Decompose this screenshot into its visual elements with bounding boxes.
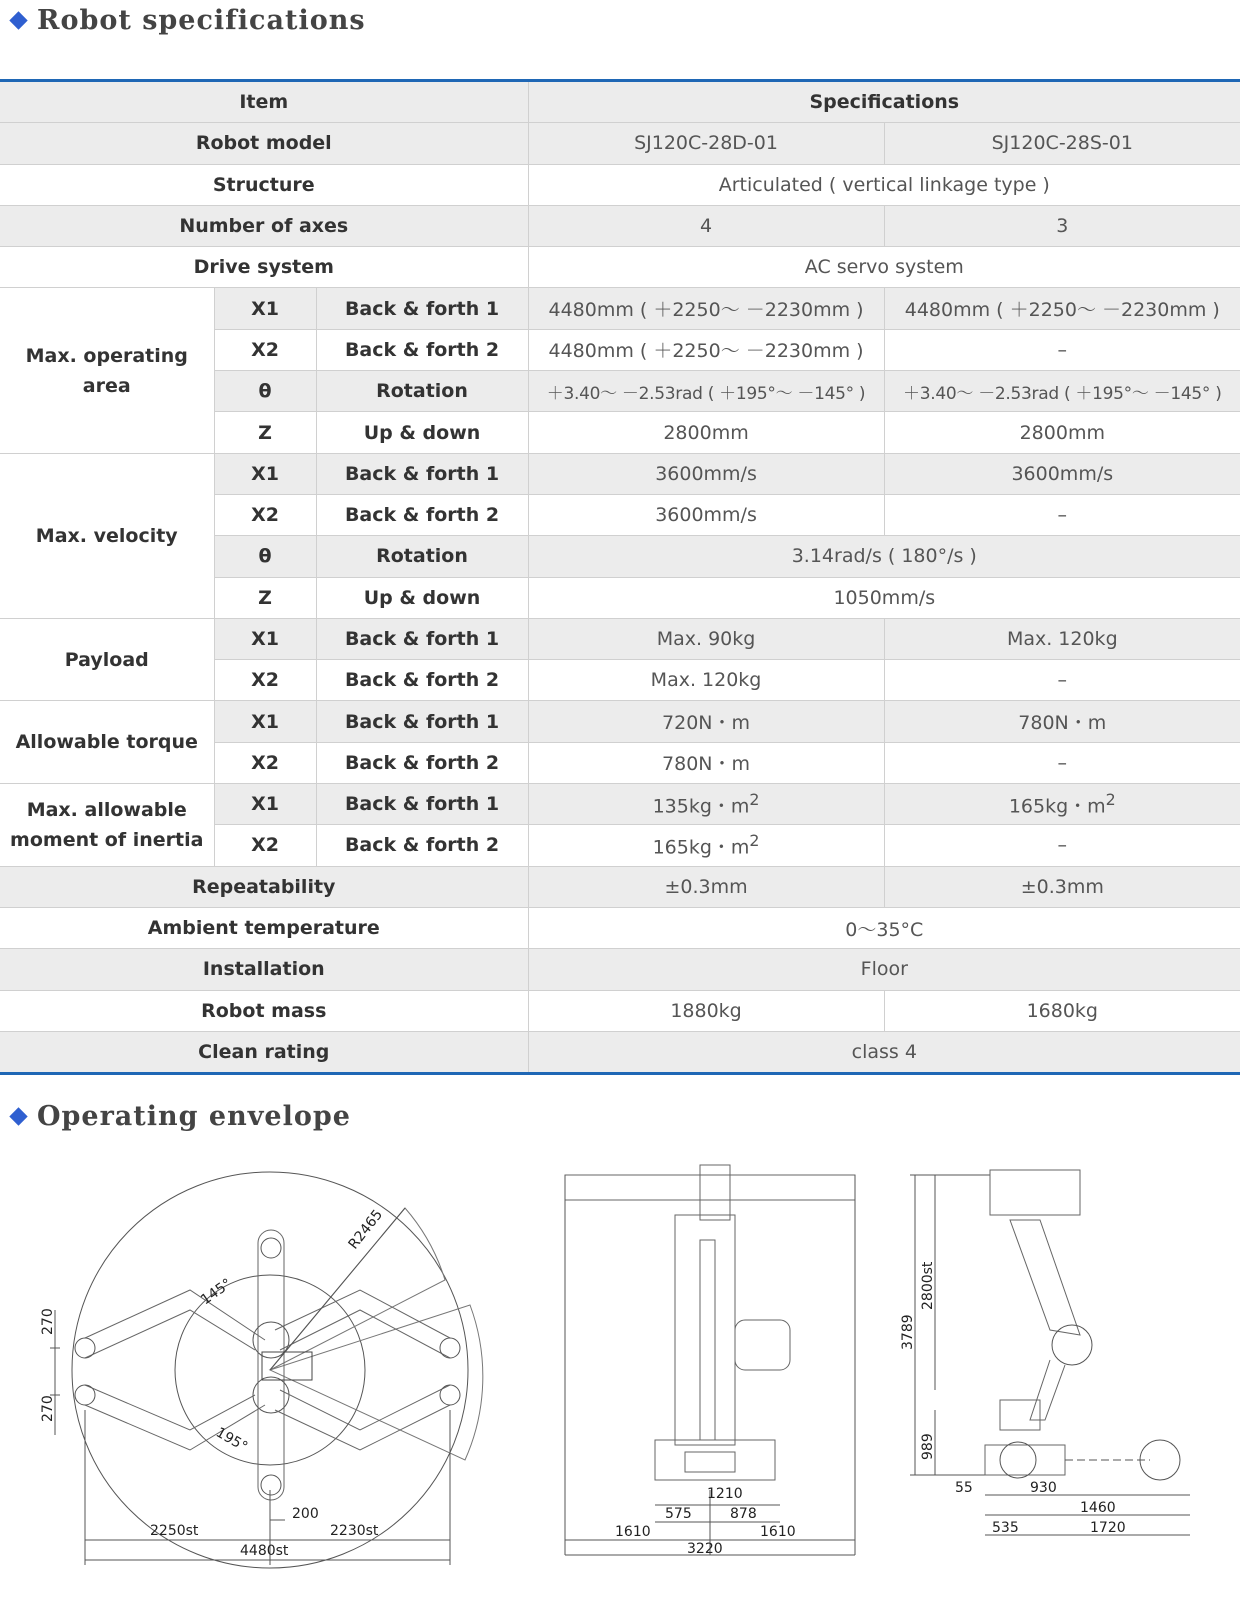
row-label: Robot model [0,123,528,164]
cell-value: SJ120C-28S-01 [884,123,1240,164]
axis-cell: θ [214,371,316,412]
row-label: Robot mass [0,990,528,1031]
axis-name: Back & forth 2 [316,660,528,701]
table-row [0,247,1240,288]
row-label: Structure [0,164,528,205]
row-label: Repeatability [0,866,528,907]
dim-label: 1610 [760,1524,796,1540]
cell-value: 3.14rad/s ( 180°/s ) [528,536,1240,577]
table-row [0,453,1240,494]
dim-label: 270 [40,1308,56,1335]
dim-label: 930 [1030,1480,1057,1496]
cell-value: 2800mm [884,412,1240,453]
value-text: 165kg・m [1008,795,1106,818]
dim-label: 575 [665,1506,692,1522]
cell-value: 1050mm/s [528,577,1240,618]
cell-value: ±0.3mm [528,866,884,907]
dim-label: 989 [920,1433,936,1460]
axis-cell: X1 [214,701,316,742]
axis-name: Back & forth 1 [316,618,528,659]
cell-value: 4480mm ( ＋2250～ －2230mm ) [528,288,884,329]
dim-label: 145° [198,1275,235,1309]
dim-label: 195° [213,1424,251,1456]
table-row [0,784,1240,825]
section-heading: Operating envelope [37,1100,351,1132]
superscript: 2 [749,790,760,810]
axis-name: Back & forth 1 [316,784,528,825]
cell-value [528,825,884,866]
cell-value: 3 [884,205,1240,246]
section-heading: Robot specifications [37,4,366,36]
cell-value: 720N・m [528,701,884,742]
cell-value: ±0.3mm [884,866,1240,907]
dim-label: 535 [992,1520,1019,1536]
dim-label: 270 [40,1395,56,1422]
cell-value: 780N・m [528,742,884,783]
axis-name: Up & down [316,412,528,453]
header-spec: Specifications [528,81,1240,123]
cell-value: 3600mm/s [528,494,884,535]
row-label: Ambient temperature [0,907,528,948]
axis-name: Rotation [316,371,528,412]
cell-value: – [884,660,1240,701]
cell-value: – [884,742,1240,783]
dim-label: 4480st [240,1543,289,1559]
axis-cell: X1 [214,618,316,659]
cell-value: AC servo system [528,247,1240,288]
axis-name: Back & forth 1 [316,288,528,329]
axis-name: Back & forth 1 [316,701,528,742]
envelope-drawings-svg [0,1160,1240,1600]
axis-cell: X1 [214,453,316,494]
table-row [0,990,1240,1031]
diamond-bullet-icon [9,1107,27,1125]
cell-value: Max. 120kg [528,660,884,701]
cell-value: 780N・m [884,701,1240,742]
group-label [0,784,214,867]
group-label-line2: moment of inertia [10,828,204,851]
group-label: Payload [0,618,214,701]
value-text: 165kg・m [652,836,750,859]
axis-name: Up & down [316,577,528,618]
table-row [0,866,1240,907]
cell-value: 3600mm/s [528,453,884,494]
group-label-line1: Max. allowable [26,798,187,821]
dim-label: 2230st [330,1523,379,1539]
cell-value: Articulated ( vertical linkage type ) [528,164,1240,205]
axis-cell: X2 [214,329,316,370]
dim-label: 2250st [150,1523,199,1539]
axis-cell: θ [214,536,316,577]
cell-value: – [884,825,1240,866]
dimension-labels [40,1207,1126,1559]
cell-value: ＋3.40～ －2.53rad ( ＋195°～ －145° ) [884,371,1240,412]
cell-value: Floor [528,949,1240,990]
cell-value: 4 [528,205,884,246]
value-text: 135kg・m [652,795,750,818]
axis-cell: X1 [214,288,316,329]
cell-value: class 4 [528,1031,1240,1073]
cell-value [884,784,1240,825]
cell-value: 1880kg [528,990,884,1031]
cell-value: 4480mm ( ＋2250～ －2230mm ) [884,288,1240,329]
superscript: 2 [1105,790,1116,810]
dim-label: 3789 [900,1314,916,1350]
dim-label: 3220 [687,1541,723,1557]
table-row [0,1031,1240,1073]
dim-label: 1610 [615,1524,651,1540]
dim-label: 878 [730,1506,757,1522]
group-label: Max. velocity [0,453,214,618]
axis-cell: X2 [214,494,316,535]
axis-name: Back & forth 2 [316,825,528,866]
axis-cell: Z [214,412,316,453]
superscript: 2 [749,831,760,851]
axis-name: Back & forth 2 [316,742,528,783]
cell-value: – [884,329,1240,370]
cell-value: – [884,494,1240,535]
cell-value: 3600mm/s [884,453,1240,494]
axis-cell: Z [214,577,316,618]
spec-table [0,79,1240,1075]
axis-name: Rotation [316,536,528,577]
cell-value: Max. 90kg [528,618,884,659]
dim-label: 200 [292,1506,319,1522]
row-label: Installation [0,949,528,990]
table-row [0,205,1240,246]
table-row [0,701,1240,742]
group-label: Allowable torque [0,701,214,784]
dim-label: R2465 [345,1206,387,1253]
row-label: Clean rating [0,1031,528,1073]
cell-value [528,784,884,825]
axis-name: Back & forth 1 [316,453,528,494]
cell-value: 4480mm ( ＋2250～ －2230mm ) [528,329,884,370]
dim-label: 1720 [1090,1520,1126,1536]
dim-label: 2800st [920,1261,936,1310]
axis-name: Back & forth 2 [316,329,528,370]
table-row [0,123,1240,164]
cell-value: 0～35°C [528,907,1240,948]
cell-value: SJ120C-28D-01 [528,123,884,164]
table-row [0,618,1240,659]
row-label: Drive system [0,247,528,288]
axis-cell: X2 [214,660,316,701]
table-row [0,288,1240,329]
axis-cell: X1 [214,784,316,825]
table-row [0,949,1240,990]
header-item: Item [0,81,528,123]
axis-name: Back & forth 2 [316,494,528,535]
cell-value: 1680kg [884,990,1240,1031]
axis-cell: X2 [214,825,316,866]
cell-value: ＋3.40～ －2.53rad ( ＋195°～ －145° ) [528,371,884,412]
specs-section-title [8,0,366,40]
group-label: Max. operating area [0,288,214,453]
cell-value: Max. 120kg [884,618,1240,659]
drawings-area [0,1160,1240,1600]
diamond-bullet-icon [9,11,27,29]
table-header-row [0,81,1240,123]
top-view-drawing [50,1172,483,1568]
dim-label: 1460 [1080,1500,1116,1516]
dim-label: 1210 [707,1486,743,1502]
dim-label: 55 [955,1480,973,1496]
table-row [0,907,1240,948]
table-row [0,164,1240,205]
cell-value: 2800mm [528,412,884,453]
envelope-section-title [8,1096,351,1136]
row-label: Number of axes [0,205,528,246]
axis-cell: X2 [214,742,316,783]
